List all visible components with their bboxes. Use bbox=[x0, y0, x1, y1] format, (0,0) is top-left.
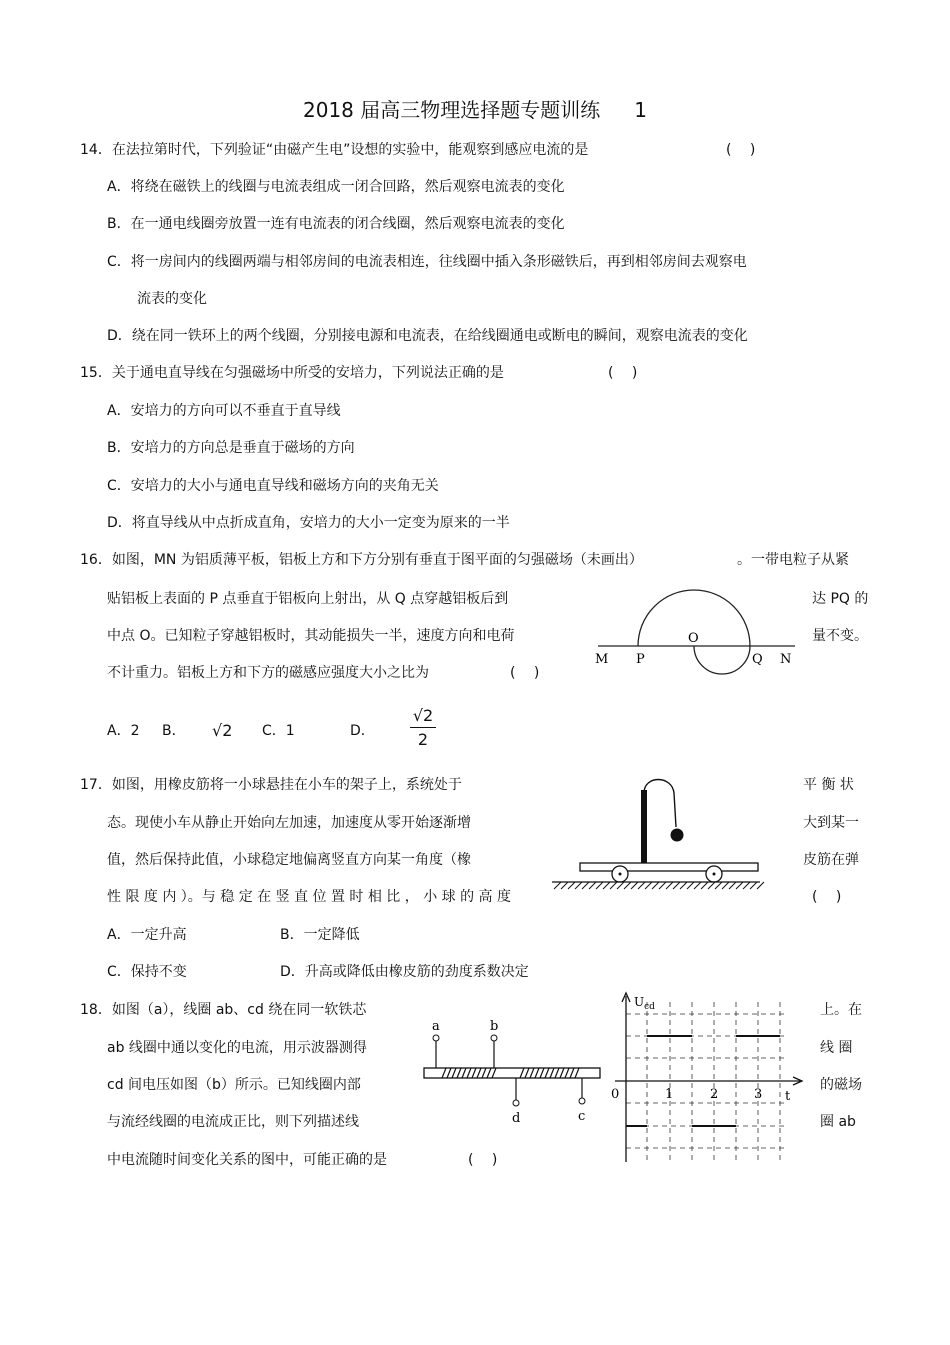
ground-hatch-line bbox=[645, 882, 652, 889]
q18-label-d: d bbox=[512, 1111, 521, 1126]
q16-line2b: 达 PQ 的 bbox=[812, 591, 869, 607]
ground-hatch-line bbox=[561, 882, 568, 889]
q16-line1a: 16．如图，MN 为铝质薄平板，铝板上方和下方分别有垂直于图平面的匀强磁场（未画出） bbox=[80, 552, 643, 568]
ground-hatch-line bbox=[715, 882, 722, 889]
ground-hatch-line bbox=[589, 882, 596, 889]
q18-tick-1: 1 bbox=[665, 1087, 674, 1102]
q18-tick-3: 3 bbox=[754, 1087, 763, 1102]
ground-hatch-line bbox=[708, 882, 715, 889]
q16-answer-paren: ( ) bbox=[510, 665, 540, 681]
q14-option-d: D．绕在同一铁环上的两个线圈，分别接电源和电流表，在给线圈通电或断电的瞬间，观察电流表的变化 bbox=[107, 328, 748, 344]
ground-hatch-line bbox=[638, 882, 645, 889]
q16-line3b: 量不变。 bbox=[812, 628, 868, 644]
q17-option-b: B．一定降低 bbox=[280, 927, 360, 943]
q17-line1b: 平 衡 状 bbox=[803, 777, 854, 793]
q17-line2a: 态。现使小车从静止开始向左加速，加速度从零开始逐渐增 bbox=[107, 815, 471, 831]
q16-lower-arc bbox=[694, 646, 750, 674]
q16-line2a: 贴铝板上表面的 P 点垂直于铝板向上射出，从 Q 点穿越铝板后到 bbox=[107, 591, 509, 607]
q15-stem: 15．关于通电直导线在匀强磁场中所受的安培力，下列说法正确的是 bbox=[80, 365, 504, 381]
q14-option-a: A．将绕在磁铁上的线圈与电流表组成一闭合回路，然后观察电流表的变化 bbox=[107, 179, 565, 195]
q17-wheel-left-hub bbox=[619, 873, 622, 876]
q18-ylabel bbox=[634, 995, 655, 1012]
ground-hatch-line bbox=[617, 882, 624, 889]
q17-line3a: 值，然后保持此值，小球稳定地偏离竖直方向某一角度（橡 bbox=[107, 852, 471, 868]
q17-ball bbox=[671, 829, 684, 842]
ground-hatch-line bbox=[582, 882, 589, 889]
ground-hatch-line bbox=[757, 882, 764, 889]
ground-hatch-line bbox=[603, 882, 610, 889]
q17-option-a: A．一定升高 bbox=[107, 927, 187, 943]
q15-answer-paren: ( ) bbox=[608, 365, 638, 381]
title-number: 1 bbox=[634, 98, 647, 122]
ground-hatch-line bbox=[610, 882, 617, 889]
q16-label-p: P bbox=[636, 652, 645, 667]
ground-hatch-line bbox=[666, 882, 673, 889]
q16-option-d-denominator: 2 bbox=[417, 730, 429, 749]
ground-hatch-line bbox=[659, 882, 666, 889]
q16-label-o: O bbox=[688, 631, 699, 646]
ground-hatch-line bbox=[554, 882, 561, 889]
q14-option-c-line1: C．将一房间内的线圈两端与相邻房间的电流表相连，往线圈中插入条形磁铁后，再到相邻房间去观察电 bbox=[107, 254, 747, 270]
q16-option-d-numerator: √2 bbox=[410, 706, 436, 728]
q18-terminal-c bbox=[579, 1098, 585, 1104]
q15-option-d: D．将直导线从中点折成直角，安培力的大小一定变为原来的一半 bbox=[107, 515, 510, 531]
ground-hatch-line bbox=[596, 882, 603, 889]
q16-option-b-value: √2 bbox=[212, 721, 233, 740]
q18-answer-paren: ( ) bbox=[468, 1152, 498, 1168]
q18-line3a: cd 间电压如图（b）所示。已知线圈内部 bbox=[107, 1077, 361, 1093]
q18-line3b: 的磁场 bbox=[820, 1077, 862, 1093]
q18-line4a: 与流经线圈的电流成正比，则下列描述线 bbox=[107, 1114, 359, 1130]
ground-hatch-line bbox=[750, 882, 757, 889]
q17-answer-paren: ( ) bbox=[812, 889, 842, 905]
ground-hatch-line bbox=[673, 882, 680, 889]
q18-xlabel: t bbox=[785, 1089, 791, 1104]
q17-ground-hatch bbox=[554, 882, 764, 889]
q16-option-a: A．2 bbox=[107, 723, 140, 739]
ground-hatch-line bbox=[743, 882, 750, 889]
q18-line2a: ab 线圈中通以变化的电流，用示波器测得 bbox=[107, 1040, 367, 1056]
title-text: 2018 届高三物理选择题专题训练 bbox=[303, 98, 601, 122]
q18-line5: 中电流随时间变化关系的图中，可能正确的是 bbox=[107, 1152, 387, 1168]
ground-hatch-line bbox=[568, 882, 575, 889]
q18-line1b: 上。在 bbox=[820, 1002, 862, 1018]
q17-line3b: 皮筋在弹 bbox=[803, 852, 859, 868]
q17-frame-post bbox=[641, 790, 647, 863]
q18-terminal-d bbox=[513, 1100, 519, 1106]
page-title bbox=[0, 94, 950, 123]
q16-option-c: C．1 bbox=[262, 723, 295, 739]
q18-terminal-a bbox=[433, 1035, 439, 1041]
q17-figure bbox=[550, 775, 770, 895]
ground-hatch-line bbox=[680, 882, 687, 889]
q16-figure bbox=[590, 585, 880, 685]
q18-line1a: 18．如图（a），线圈 ab、cd 绕在同一软铁芯 bbox=[80, 1002, 367, 1018]
ground-hatch-line bbox=[652, 882, 659, 889]
q17-wheel-right-hub bbox=[713, 873, 716, 876]
q17-cart-body bbox=[580, 863, 758, 871]
q18-ylabel-main: U bbox=[634, 995, 645, 1009]
q18-terminal-b bbox=[491, 1035, 497, 1041]
ground-hatch-line bbox=[694, 882, 701, 889]
q16-line3a: 中点 O。已知粒子穿越铝板时，其动能损失一半，速度方向和电荷 bbox=[107, 628, 515, 644]
q16-line4: 不计重力。铝板上方和下方的磁感应强度大小之比为 bbox=[107, 665, 429, 681]
ground-hatch-line bbox=[729, 882, 736, 889]
q17-option-c: C．保持不变 bbox=[107, 964, 187, 980]
q14-option-c-line2: 流表的变化 bbox=[137, 291, 207, 307]
q14-answer-paren: ( ) bbox=[726, 142, 756, 158]
q18-figure-a bbox=[420, 1010, 610, 1130]
q18-figure-b bbox=[605, 990, 805, 1165]
q16-label-q: Q bbox=[752, 652, 763, 667]
q18-label-c: c bbox=[578, 1109, 586, 1124]
q18-grid bbox=[626, 1002, 787, 1162]
q18-tick-2: 2 bbox=[710, 1087, 719, 1102]
q15-option-b: B．安培力的方向总是垂直于磁场的方向 bbox=[107, 440, 355, 456]
q16-option-b-label: B． bbox=[162, 723, 186, 739]
q16-label-n: N bbox=[780, 652, 792, 667]
q14-option-b: B．在一通电线圈旁放置一连有电流表的闭合线圈，然后观察电流表的变化 bbox=[107, 216, 565, 232]
q17-line4a: 性 限 度 内 ）。与 稳 定 在 竖 直 位 置 时 相 比 ， 小 球 的 高 度 bbox=[107, 889, 512, 905]
ground-hatch-line bbox=[575, 882, 582, 889]
ground-hatch-line bbox=[701, 882, 708, 889]
q18-line2b: 线 圈 bbox=[820, 1040, 853, 1056]
q18-ylabel-sub: cd bbox=[644, 1002, 655, 1012]
q14-stem: 14．在法拉第时代，下列验证“由磁产生电”设想的实验中，能观察到感应电流的是 bbox=[80, 142, 589, 158]
ground-hatch-line bbox=[687, 882, 694, 889]
q16-line1b: 。一带电粒子从紧 bbox=[737, 552, 849, 568]
q15-option-c: C．安培力的大小与通电直导线和磁场方向的夹角无关 bbox=[107, 478, 439, 494]
q18-label-a: a bbox=[432, 1019, 440, 1034]
q16-option-d-fraction bbox=[410, 706, 436, 749]
q17-line2b: 大到某一 bbox=[803, 815, 859, 831]
q16-label-m: M bbox=[595, 652, 609, 667]
ground-hatch-line bbox=[624, 882, 631, 889]
ground-hatch-line bbox=[631, 882, 638, 889]
q18-line4b: 圈 ab bbox=[820, 1114, 856, 1130]
q16-option-d-label: D． bbox=[350, 723, 375, 739]
q17-line1a: 17．如图，用橡皮筋将一小球悬挂在小车的架子上，系统处于 bbox=[80, 777, 462, 793]
q18-label-b: b bbox=[490, 1019, 499, 1034]
q15-option-a: A．安培力的方向可以不垂直于直导线 bbox=[107, 403, 341, 419]
q17-rubber-band bbox=[644, 780, 676, 828]
q18-origin-label: 0 bbox=[611, 1087, 620, 1102]
q17-option-d: D．升高或降低由橡皮筋的劲度系数决定 bbox=[280, 964, 529, 980]
ground-hatch-line bbox=[722, 882, 729, 889]
ground-hatch-line bbox=[736, 882, 743, 889]
